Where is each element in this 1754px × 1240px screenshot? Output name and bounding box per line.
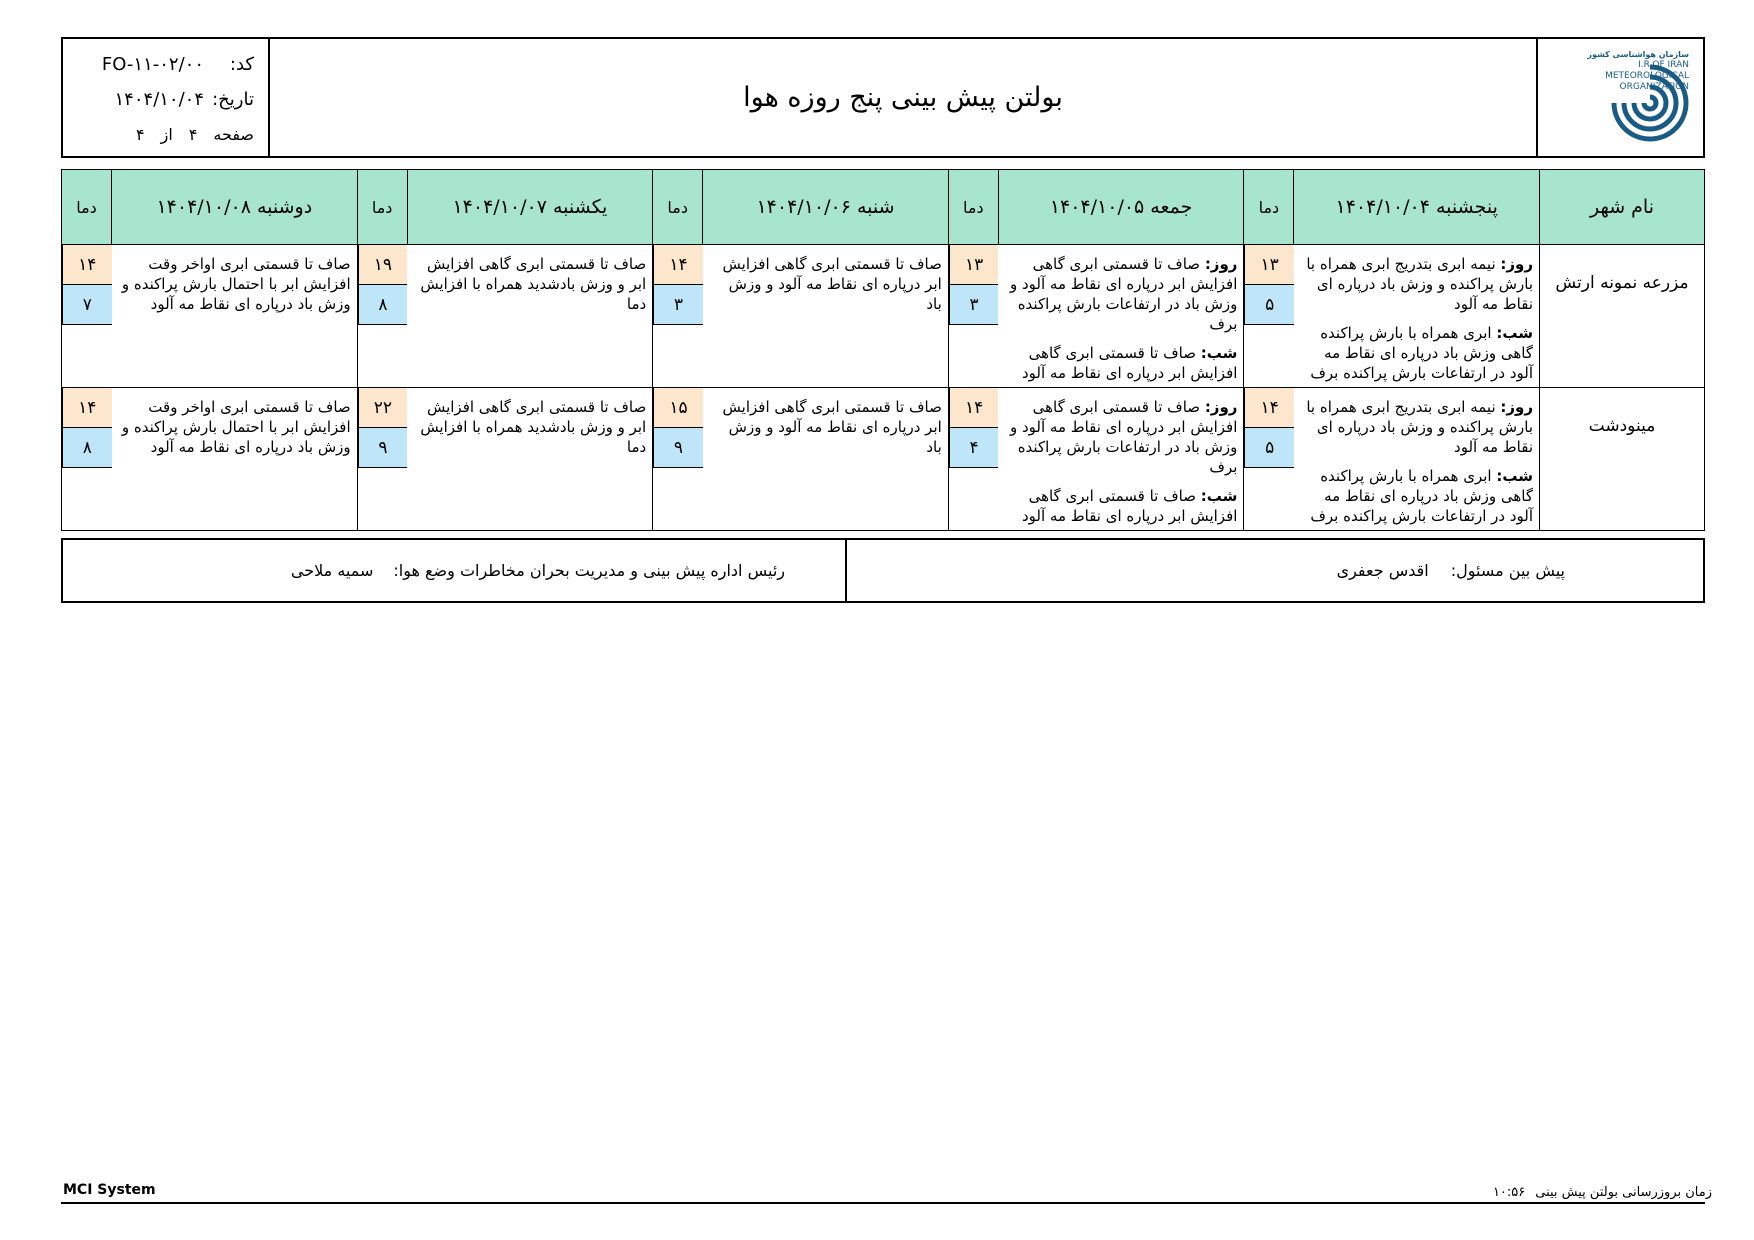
- document-meta: [63, 39, 270, 156]
- temperature-cell: [653, 388, 703, 531]
- temp-column-header: دما: [1244, 170, 1294, 245]
- day-label: روز:: [1204, 255, 1238, 273]
- night-forecast: [1300, 323, 1533, 383]
- forecaster-cell: [845, 540, 1703, 601]
- max-temp: ۱۴: [653, 245, 703, 285]
- table-row: [62, 245, 1705, 388]
- logo-en-text-1: I.R.OF IRAN: [1638, 60, 1689, 70]
- temperature-cell: [357, 245, 407, 388]
- update-label: زمان بروزرسانی بولتن پیش بینی: [1535, 1185, 1712, 1200]
- forecast-cell: [1294, 245, 1540, 388]
- forecast-text: صاف تا قسمتی ابری اواخر وقت افزایش ابر با احتمال بارش پراکنده و وزش باد درپاره ای نقاط مه آلود: [121, 398, 351, 456]
- day-column-header: جمعه ۱۴۰۴/۱۰/۰۵: [998, 170, 1244, 245]
- bulletin-title: بولتن پیش بینی پنج روزه هوا: [743, 82, 1063, 113]
- page-of-label: از: [160, 125, 173, 144]
- night-label: شب:: [1200, 487, 1238, 505]
- day-column-header: شنبه ۱۴۰۴/۱۰/۰۶: [703, 170, 949, 245]
- day-label: روز:: [1500, 398, 1533, 416]
- temperature-cell: [62, 388, 112, 531]
- day-text: صاف تا قسمتی ابری گاهی افزایش ابر درپاره ای نقاط مه آلود و وزش باد در ارتفاعات بارش پراکنده برف: [1009, 398, 1238, 476]
- temperature-cell: [357, 388, 407, 531]
- update-time: ۱۰:۵۶: [1492, 1185, 1526, 1200]
- forecast-text: صاف تا قسمتی ابری گاهی افزایش ابر و وزش بادشدید همراه با افزایش دما: [420, 255, 647, 313]
- page-row: [63, 117, 254, 152]
- forecast-cell: [112, 388, 358, 531]
- update-info: [1493, 1185, 1712, 1200]
- temp-column-header: دما: [357, 170, 407, 245]
- signature-footer: [61, 538, 1705, 603]
- temperature-cell: [1244, 388, 1294, 531]
- city-name: مزرعه نمونه ارتش: [1540, 245, 1705, 388]
- code-row: [63, 47, 254, 82]
- night-text: صاف تا قسمتی ابری گاهی افزایش ابر درپاره ای نقاط مه آلود: [1021, 344, 1238, 382]
- day-text: نیمه ابری بتدریج ابری همراه با بارش پراکنده و وزش باد درپاره ای نقاط مه آلود: [1306, 255, 1533, 313]
- forecast-cell: [407, 388, 653, 531]
- system-name: MCI System: [63, 1182, 156, 1198]
- department-head-name: سمیه ملاحی: [290, 561, 374, 580]
- table-header-row: [62, 170, 1705, 245]
- table-row: [62, 388, 1705, 531]
- night-forecast: [1004, 343, 1237, 383]
- day-column-header: پنجشنبه ۱۴۰۴/۱۰/۰۴: [1294, 170, 1540, 245]
- min-temp: ۳: [653, 285, 703, 325]
- day-forecast: [1004, 254, 1237, 334]
- day-column-header: یکشنبه ۱۴۰۴/۱۰/۰۷: [407, 170, 653, 245]
- day-forecast: [1300, 254, 1533, 314]
- min-temp: ۵: [1244, 285, 1294, 325]
- day-text: نیمه ابری بتدریج ابری همراه با بارش پراکنده و وزش باد درپاره ای نقاط مه آلود: [1306, 398, 1533, 456]
- logo-text: [1587, 49, 1689, 93]
- logo-en-text-3: ORGANIZATION: [1619, 82, 1689, 92]
- max-temp: ۱۹: [358, 245, 408, 285]
- forecast-text: صاف تا قسمتی ابری گاهی افزایش ابر و وزش بادشدید همراه با افزایش دما: [420, 398, 647, 456]
- date-value: ۱۴۰۴/۱۰/۰۴: [114, 89, 204, 110]
- night-label: شب:: [1496, 324, 1533, 342]
- date-label: تاریخ:: [212, 89, 254, 110]
- temperature-cell: [948, 245, 998, 388]
- page-number: ۴: [188, 125, 198, 144]
- min-temp: ۵: [1244, 428, 1294, 468]
- night-label: شب:: [1200, 344, 1238, 362]
- min-temp: ۸: [62, 428, 112, 468]
- city-column-header: نام شهر: [1540, 170, 1705, 245]
- temperature-cell: [1244, 245, 1294, 388]
- day-forecast: [1300, 397, 1533, 457]
- temp-column-header: دما: [62, 170, 112, 245]
- forecast-cell: [998, 388, 1244, 531]
- temperature-cell: [948, 388, 998, 531]
- forecast-cell: [1294, 388, 1540, 531]
- code-label: کد:: [229, 54, 254, 75]
- max-temp: ۱۳: [1244, 245, 1294, 285]
- night-text: ابری همراه با بارش پراکنده گاهی وزش باد درپاره ای نقاط مه آلود در ارتفاعات بارش پراکنده برف: [1310, 324, 1533, 382]
- bottom-divider: [61, 1202, 1705, 1204]
- city-name: مینودشت: [1540, 388, 1705, 531]
- bulletin-header: [61, 37, 1705, 158]
- min-temp: ۴: [949, 428, 999, 468]
- temperature-cell: [62, 245, 112, 388]
- min-temp: ۳: [949, 285, 999, 325]
- forecast-text: صاف تا قسمتی ابری اواخر وقت افزایش ابر با احتمال بارش پراکنده و وزش باد درپاره ای نقاط مه آلود: [121, 255, 351, 313]
- forecast-cell: [998, 245, 1244, 388]
- min-temp: ۷: [62, 285, 112, 325]
- forecast-text: صاف تا قسمتی ابری گاهی افزایش ابر درپاره ای نقاط مه آلود و وزش باد: [722, 255, 942, 313]
- forecaster-name: اقدس جعفری: [1336, 561, 1429, 580]
- temperature-cell: [653, 245, 703, 388]
- logo-area: [1536, 39, 1703, 156]
- day-label: روز:: [1204, 398, 1238, 416]
- temp-column-header: دما: [653, 170, 703, 245]
- forecast-text: صاف تا قسمتی ابری گاهی افزایش ابر درپاره ای نقاط مه آلود و وزش باد: [722, 398, 942, 456]
- forecaster-label: پیش بین مسئول:: [1450, 561, 1565, 580]
- day-label: روز:: [1500, 255, 1533, 273]
- night-text: ابری همراه با بارش پراکنده گاهی وزش باد درپاره ای نقاط مه آلود در ارتفاعات بارش پراکنده برف: [1310, 467, 1533, 525]
- max-temp: ۱۴: [1244, 388, 1294, 428]
- night-forecast: [1300, 466, 1533, 526]
- forecast-cell: [407, 245, 653, 388]
- page-label: صفحه: [213, 125, 254, 144]
- page-total: ۴: [136, 125, 145, 144]
- min-temp: ۹: [358, 428, 408, 468]
- min-temp: ۹: [653, 428, 703, 468]
- max-temp: ۱۳: [949, 245, 999, 285]
- night-text: صاف تا قسمتی ابری گاهی افزایش ابر درپاره ای نقاط مه آلود: [1021, 487, 1238, 525]
- logo-fa-text: سازمان هواشناسی کشور: [1587, 50, 1689, 59]
- day-text: صاف تا قسمتی ابری گاهی افزایش ابر درپاره ای نقاط مه آلود و وزش باد در ارتفاعات بارش پراکنده برف: [1009, 255, 1238, 333]
- day-forecast: [1004, 397, 1237, 477]
- forecast-cell: [703, 388, 949, 531]
- max-temp: ۱۴: [62, 245, 112, 285]
- date-row: [63, 82, 254, 117]
- department-head-label: رئیس اداره پیش بینی و مدیریت بحران مخاطرات وضع هوا:: [393, 561, 785, 580]
- logo-en-text-2: METEOROLOGICAL: [1605, 71, 1689, 81]
- night-forecast: [1004, 486, 1237, 526]
- forecast-cell: [112, 245, 358, 388]
- temp-column-header: دما: [948, 170, 998, 245]
- department-head-cell: [63, 540, 845, 601]
- max-temp: ۱۵: [653, 388, 703, 428]
- code-value: FO-۱۱-۰۲/۰۰: [101, 54, 204, 75]
- forecast-table: [61, 169, 1705, 531]
- forecast-cell: [703, 245, 949, 388]
- max-temp: ۱۴: [949, 388, 999, 428]
- max-temp: ۱۴: [62, 388, 112, 428]
- max-temp: ۲۲: [358, 388, 408, 428]
- min-temp: ۸: [358, 285, 408, 325]
- night-label: شب:: [1496, 467, 1533, 485]
- day-column-header: دوشنبه ۱۴۰۴/۱۰/۰۸: [112, 170, 358, 245]
